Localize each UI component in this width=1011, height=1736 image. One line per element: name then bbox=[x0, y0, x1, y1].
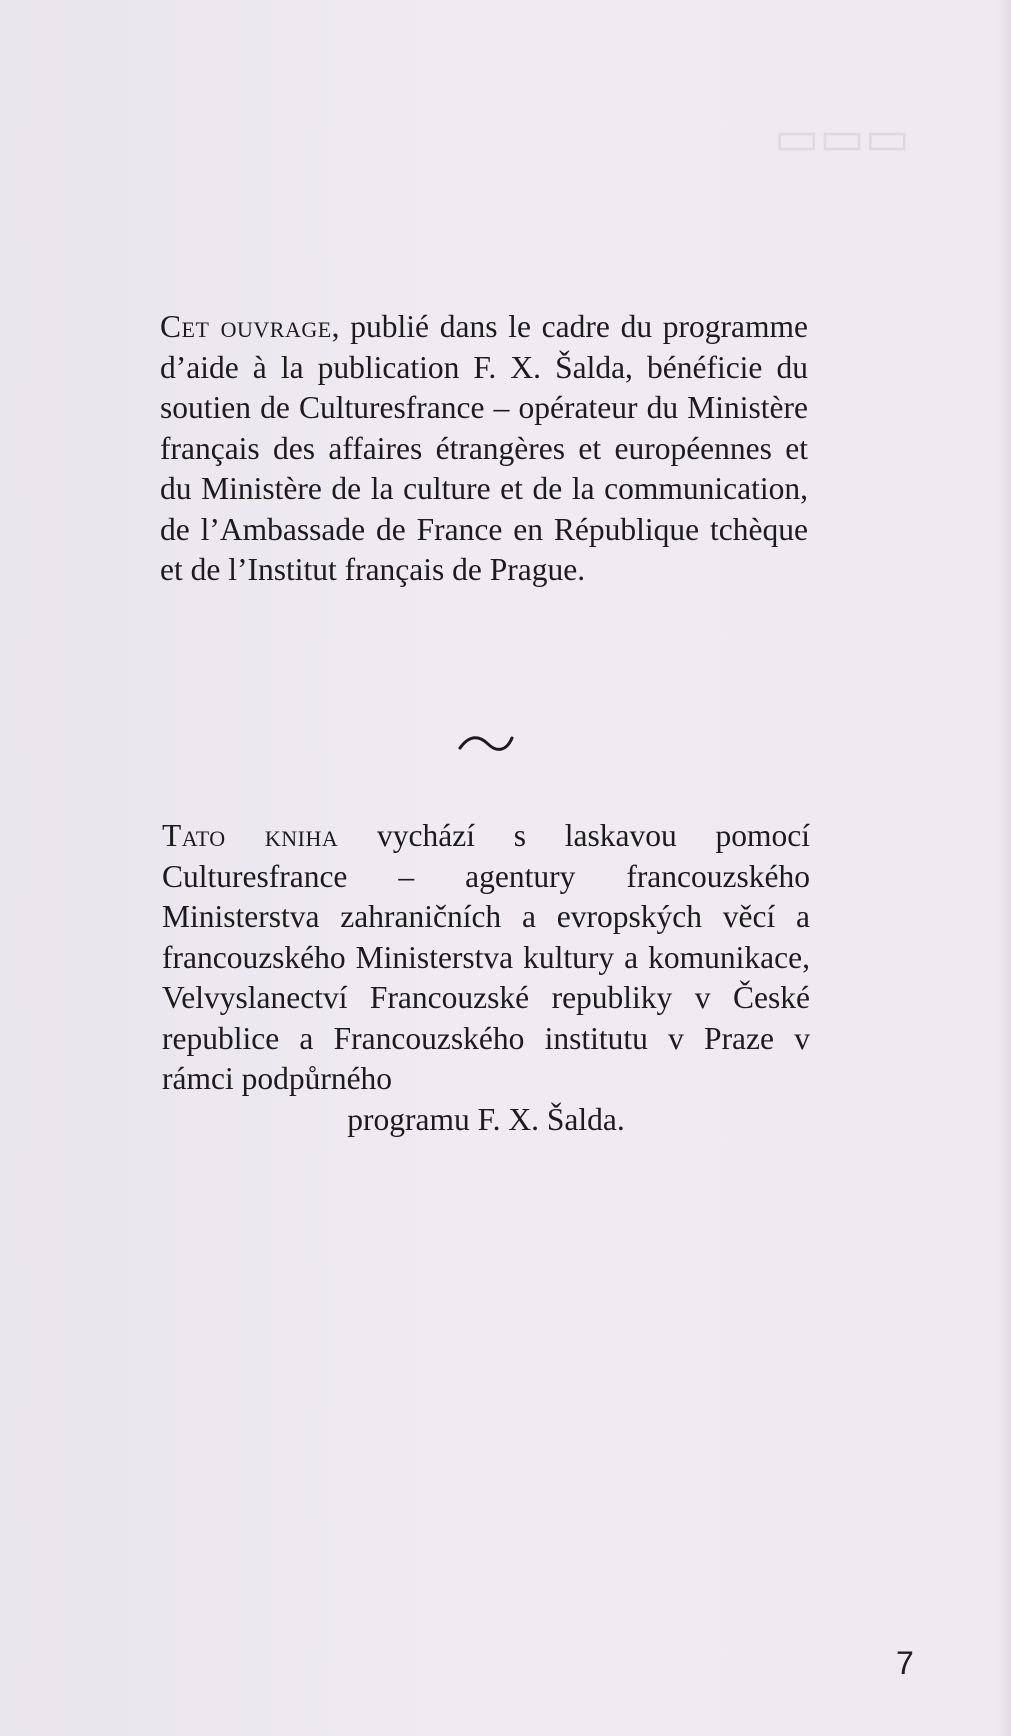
tilde-ornament-icon bbox=[456, 728, 516, 758]
page-number: 7 bbox=[896, 1645, 914, 1681]
czech-notice-body: vychází s laskavou pomocí Culturesfrance – agentury francouzského Ministerstva zahraničních a evropských věcí a francouzského Ministerstva kultury a komunikace, Velvyslanectví Francouzské republiky v České republice a Francouzského institutu v Praze v rámci podpůrného bbox=[162, 818, 810, 1096]
french-notice-paragraph bbox=[160, 307, 808, 591]
czech-notice-last-line: programu F. X. Šalda. bbox=[347, 1101, 625, 1137]
czech-notice-lead: Tato kniha bbox=[162, 818, 339, 853]
french-notice bbox=[160, 307, 808, 591]
french-notice-body: , publié dans le cadre du programme d’aide à la publication F. X. Šalda, bénéficie du soutien de Culturesfrance – opérateur du Ministère français des affaires étrangères et européennes et du Ministère de la culture et de la communication, de l’Ambassade de France en République tchèque et de l’Institut français de Prague. bbox=[160, 309, 808, 587]
czech-notice bbox=[162, 816, 810, 1140]
french-notice-lead: Cet ouvrage bbox=[160, 309, 332, 344]
czech-notice-paragraph bbox=[162, 816, 810, 1100]
show-through-heading: ▭▭▭ bbox=[773, 112, 910, 165]
